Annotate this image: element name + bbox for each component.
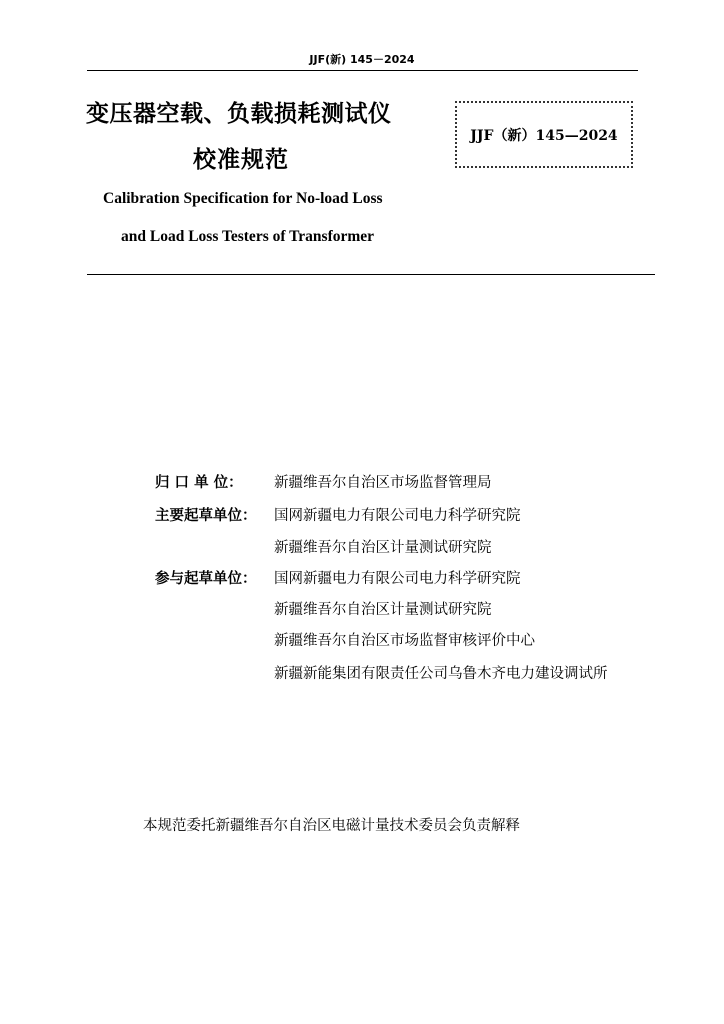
- title-divider-rule: [87, 274, 655, 275]
- running-header-code: JJF(新) 145－2024: [309, 53, 415, 66]
- title-english-line-2: and Load Loss Testers of Transformer: [121, 228, 375, 245]
- participating-drafting-unit-label: 参与起草单位：: [155, 571, 257, 587]
- title-english-line-1: Calibration Specification for No-load Loss: [103, 190, 383, 207]
- title-chinese-line-1: 变压器空载、负载损耗测试仪: [86, 101, 392, 127]
- participating-drafting-unit-4: 新疆新能集团有限责任公司乌鲁木齐电力建设调试所: [274, 666, 608, 682]
- interpretation-note: 本规范委托新疆维吾尔自治区电磁计量技术委员会负责解释: [143, 818, 520, 834]
- specification-code-box: JJF（新）145—2024: [455, 101, 633, 168]
- participating-drafting-unit-3: 新疆维吾尔自治区市场监督审核评价中心: [274, 633, 535, 649]
- participating-drafting-unit-1: 国网新疆电力有限公司电力科学研究院: [274, 571, 521, 587]
- header-rule: [87, 70, 638, 71]
- main-drafting-unit-label: 主要起草单位：: [155, 508, 257, 524]
- participating-drafting-unit-2: 新疆维吾尔自治区计量测试研究院: [274, 602, 492, 618]
- responsible-unit-label: 归 口 单 位：: [155, 475, 243, 491]
- main-drafting-unit-1: 国网新疆电力有限公司电力科学研究院: [274, 508, 521, 524]
- responsible-unit-value: 新疆维吾尔自治区市场监督管理局: [274, 475, 492, 491]
- main-drafting-unit-2: 新疆维吾尔自治区计量测试研究院: [274, 540, 492, 556]
- title-chinese-line-2: 校准规范: [193, 147, 289, 173]
